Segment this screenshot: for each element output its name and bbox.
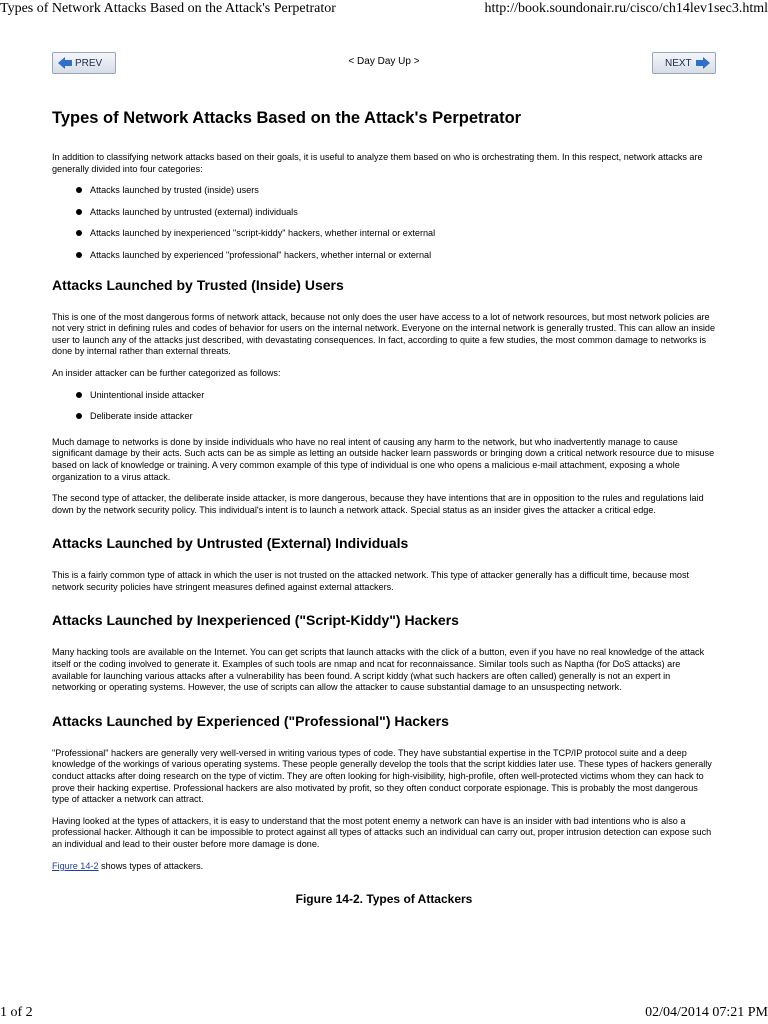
intro-paragraph: In addition to classifying network attacks based on their goals, it is useful to analyze them based on who is orchestrating them. In this respect, network attacks are generally divided into four categories:: [52, 152, 703, 174]
nav-bar: [52, 52, 716, 78]
figure-caption: Figure 14-2. Types of Attackers: [295, 892, 473, 907]
paragraph: Many hacking tools are available on the Internet. You can get scripts that launch attacks with the click of a button, even if you have no real knowledge of the attack itself or the coding involved to generate it. Examples of such tools are nmap and ncat for reconnaissance. Similar tools such as Naptha (for DoS attacks) are available for launching various attacks after a vulnerability has been found. A script kiddy (what such hackers are often called) generally is not an expert in networking or operating systems. However, the use of scripts can allow the attacker to cause substantial damage to an unsuspecting network.: [52, 647, 705, 693]
print-header: [0, 0, 768, 18]
list-item: Attacks launched by trusted (inside) users: [90, 185, 716, 197]
list-item: Attacks launched by experienced "professional" hackers, whether internal or external: [90, 250, 716, 262]
section-heading-untrusted: Attacks Launched by Untrusted (External) Individuals: [52, 535, 409, 552]
paragraph: This is a fairly common type of attack in which the user is not trusted on the attacked network. This type of attacker generally has a difficult time, because most network security policies have stringent measures defined against external attackers.: [52, 570, 690, 592]
paragraph: This is one of the most dangerous forms of network attack, because not only does the user have access to a lot of network resources, but most network policies are not very strict in defining rules and codes of behavior for users on the internal network. Everyone on the internal network is generally trusted. This can allow an inside user to launch any of the attacks just described, with devastating consequences. In fact, according to quite a few studies, the most common damage to networks is done by internal rather than external threats.: [52, 311, 716, 357]
print-page-title: Types of Network Attacks Based on the Attack's Perpetrator: [0, 1, 336, 16]
print-datetime: 02/04/2014 07:21 PM: [645, 1005, 768, 1020]
figure-reference: [52, 861, 716, 873]
page-number: 1 of 2: [0, 1005, 33, 1020]
print-footer: [0, 1006, 768, 1024]
paragraph: An insider attacker can be further categorized as follows:: [52, 367, 281, 378]
print-page-url: http://book.soundonair.ru/cisco/ch14lev1sec3.html: [484, 1, 768, 16]
next-label: NEXT: [665, 58, 692, 69]
section-heading-trusted: Attacks Launched by Trusted (Inside) Users: [52, 276, 344, 293]
prev-label: PREV: [75, 58, 103, 69]
list-item: Deliberate inside attacker: [90, 411, 716, 423]
categories-list: [52, 185, 716, 261]
list-item: Unintentional inside attacker: [90, 390, 716, 402]
page-title: Types of Network Attacks Based on the Attack's Perpetrator: [52, 109, 522, 127]
paragraph: Having looked at the types of attackers, it is easy to understand that the most potent enemy a network can have is an insider with bad intentions who is also a professional hacker. Although it can be impossible to protect against all types of attacks such an individual can carry out, proper intrusion detection can expose such an individual and lead to their ouster before more damage is done.: [52, 815, 712, 849]
paragraph: The second type of attacker, the deliberate inside attacker, is more dangerous, because they have intentions that are in opposition to the rules and regulations laid down by the network security policy. This individual's intent is to launch a network attack. Special status as an insider gives the attacker a critical edge.: [52, 493, 704, 515]
article: [52, 108, 716, 906]
paragraph: Much damage to networks is done by inside individuals who have no real intent of causing any harm to the network, but who inadvertently manage to cause significant damage by their acts. Such acts can be as simple as letting an outside hacker learn passwords or bringing down a critical network resource due to misuse based on lack of knowledge or training. A very common example of this type of individual is one who opens a malicious e-mail attachment, exposing a whole organization to a virus attack.: [52, 436, 715, 482]
paragraph: "Professional" hackers are generally very well-versed in writing various types of code. They have substantial expertise in the TCP/IP protocol suite and a deep knowledge of the workings of various operating systems. These people generally develop the tools that the script kiddies later use. These types of hackers generally conduct attacks after doing research on the type of victim. They are often looking for high-visibility, high-profile, often well-protected victims whom they can hack to prove their hacking expertise. Professional hackers are also motivated by profit, so they often conduct corporate espionage. This is probably the most dangerous type of attacker a network can attract.: [52, 747, 712, 805]
section-heading-script-kiddy: Attacks Launched by Inexperienced ("Script-Kiddy") Hackers: [52, 612, 459, 629]
arrow-right-icon: [696, 57, 710, 69]
next-button[interactable]: [652, 52, 716, 74]
day-day-up-link[interactable]: < Day Day Up >: [348, 56, 420, 67]
figure-ref-text: shows types of attackers.: [98, 860, 204, 871]
section-heading-professional: Attacks Launched by Experienced ("Professional") Hackers: [52, 712, 449, 729]
figure-link[interactable]: Figure 14-2: [52, 860, 99, 871]
nav-center: [52, 56, 716, 67]
insider-types-list: [52, 390, 716, 423]
list-item: Attacks launched by inexperienced "script-kiddy" hackers, whether internal or external: [90, 228, 716, 240]
list-item: Attacks launched by untrusted (external) individuals: [90, 207, 716, 219]
